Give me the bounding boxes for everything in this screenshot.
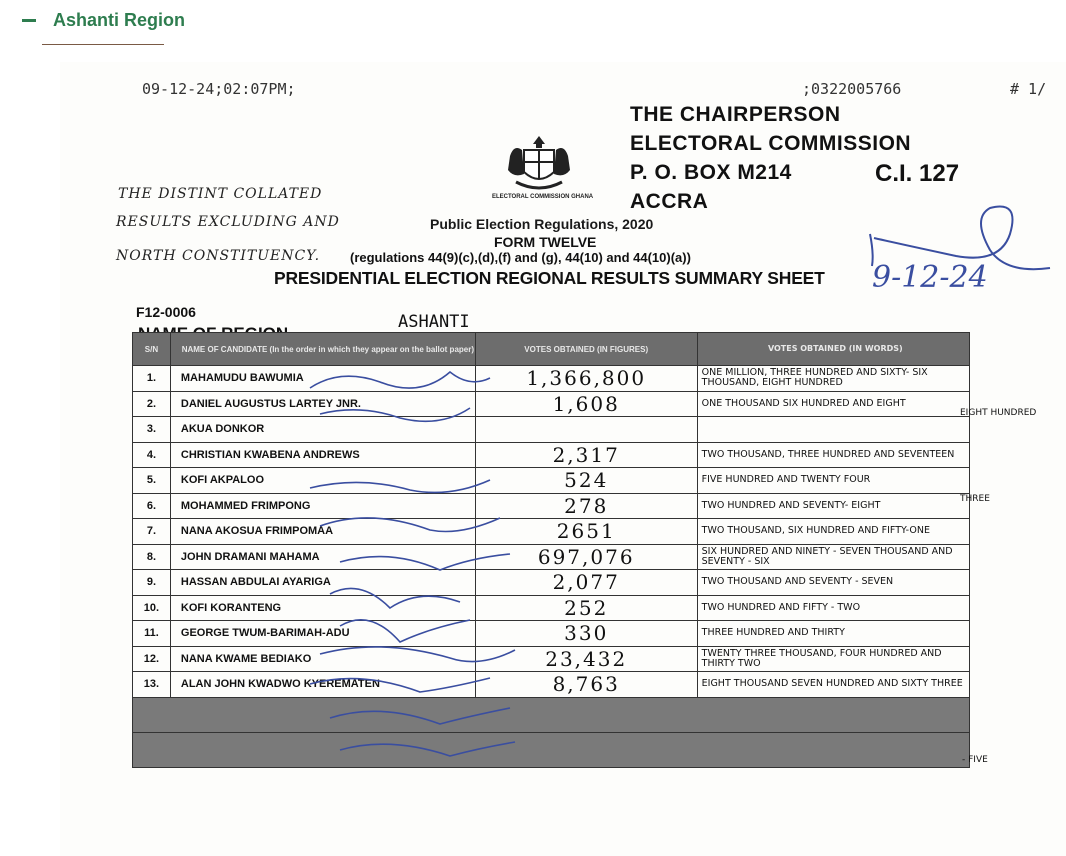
form-name: FORM TWELVE — [494, 234, 597, 250]
votes-words: TWO HUNDRED AND SEVENTY- EIGHT — [697, 493, 969, 519]
table-row — [133, 570, 970, 596]
votes-words: ONE MILLION, THREE HUNDRED AND SIXTY- SIX THOUSAND, EIGHT HUNDRED — [697, 366, 969, 392]
table-footer-row — [133, 697, 970, 732]
votes-words — [697, 417, 969, 443]
fax-page: # 1/ — [1010, 80, 1047, 98]
candidate-name: MOHAMMED FRIMPONG — [170, 493, 475, 519]
candidate-name: KOFI KORANTENG — [170, 595, 475, 621]
table-footer-row — [133, 732, 970, 767]
table-row — [133, 621, 970, 647]
fax-number: ;0322005766 — [802, 80, 902, 98]
handwritten-note-line: NORTH CONSTITUENCY. — [116, 248, 321, 264]
candidate-name: JOHN DRAMANI MAHAMA — [170, 544, 475, 570]
row-number: 6. — [133, 493, 171, 519]
table-row — [133, 442, 970, 468]
footer-shaded-area — [133, 732, 970, 767]
overflow-word: - FIVE — [962, 755, 988, 765]
crest-label: ELECTORAL COMMISSION GHANA — [492, 194, 594, 200]
row-number: 3. — [133, 417, 171, 443]
accordion-underline — [42, 44, 164, 45]
table-row — [133, 468, 970, 494]
ci-number: C.I. 127 — [875, 160, 960, 187]
regulations-subtitle: (regulations 44(9)(c),(d),(f) and (g), 44(10) and 44(10)(a)) — [350, 250, 691, 265]
candidate-name: AKUA DONKOR — [170, 417, 475, 443]
sheet-title: PRESIDENTIAL ELECTION REGIONAL RESULTS SUMMARY SHEET — [274, 268, 825, 288]
candidate-name: NANA AKOSUA FRIMPOMAA — [170, 519, 475, 545]
votes-figures: 2651 — [475, 519, 697, 545]
header-words: VOTES OBTAINED (IN WORDS) — [697, 333, 969, 366]
candidate-name: DANIEL AUGUSTUS LARTEY JNR. — [170, 391, 475, 417]
table-row — [133, 672, 970, 698]
form-code: F12-0006 — [136, 304, 196, 320]
header-figures: VOTES OBTAINED (IN FIGURES) — [475, 333, 697, 366]
signature-date: 9-12-24 — [872, 260, 988, 295]
row-number: 12. — [133, 646, 171, 672]
votes-figures: 697,076 — [475, 544, 697, 570]
overflow-word: EIGHT HUNDRED — [960, 408, 1037, 418]
fax-timestamp: 09-12-24;02:07PM; — [142, 80, 296, 98]
candidate-name: CHRISTIAN KWABENA ANDREWS — [170, 442, 475, 468]
votes-words: FIVE HUNDRED AND TWENTY FOUR — [697, 468, 969, 494]
address-line: P. O. BOX M214 — [630, 161, 792, 184]
table-row — [133, 493, 970, 519]
votes-words: TWO THOUSAND, THREE HUNDRED AND SEVENTEEN — [697, 442, 969, 468]
candidate-name: ALAN JOHN KWADWO KYEREMATEN — [170, 672, 475, 698]
scanned-results-sheet — [60, 62, 1066, 856]
votes-words: TWO HUNDRED AND FIFTY - TWO — [697, 595, 969, 621]
votes-words: SIX HUNDRED AND NINETY - SEVEN THOUSAND AND SEVENTY - SIX — [697, 544, 969, 570]
candidate-name: NANA KWAME BEDIAKO — [170, 646, 475, 672]
votes-figures — [475, 417, 697, 443]
votes-words: TWENTY THREE THOUSAND, FOUR HUNDRED AND THIRTY TWO — [697, 646, 969, 672]
table-header-row — [133, 333, 970, 366]
row-number: 9. — [133, 570, 171, 596]
footer-shaded-area — [133, 697, 970, 732]
candidate-name: KOFI AKPALOO — [170, 468, 475, 494]
table-row — [133, 417, 970, 443]
table-row — [133, 646, 970, 672]
row-number: 1. — [133, 366, 171, 392]
table-row — [133, 544, 970, 570]
votes-words: TWO THOUSAND AND SEVENTY - SEVEN — [697, 570, 969, 596]
table-row — [133, 391, 970, 417]
votes-figures: 252 — [475, 595, 697, 621]
row-number: 10. — [133, 595, 171, 621]
header-sn: S/N — [133, 333, 171, 366]
votes-words: TWO THOUSAND, SIX HUNDRED AND FIFTY-ONE — [697, 519, 969, 545]
collapse-minus-icon[interactable] — [22, 19, 36, 22]
row-number: 13. — [133, 672, 171, 698]
row-number: 2. — [133, 391, 171, 417]
candidate-name: HASSAN ABDULAI AYARIGA — [170, 570, 475, 596]
row-number: 7. — [133, 519, 171, 545]
address-line: ELECTORAL COMMISSION — [630, 132, 912, 155]
results-table — [132, 332, 970, 768]
votes-words: EIGHT THOUSAND SEVEN HUNDRED AND SIXTY THREE — [697, 672, 969, 698]
address-line: ACCRA — [630, 190, 709, 213]
votes-words: THREE HUNDRED AND THIRTY — [697, 621, 969, 647]
region-accordion-header[interactable] — [22, 6, 185, 34]
accordion-title: Ashanti Region — [53, 9, 186, 30]
candidate-name: GEORGE TWUM-BARIMAH-ADU — [170, 621, 475, 647]
votes-figures: 2,317 — [475, 442, 697, 468]
table-row — [133, 595, 970, 621]
overflow-word: THREE — [960, 494, 990, 504]
row-number: 5. — [133, 468, 171, 494]
table-row — [133, 366, 970, 392]
address-line: THE CHAIRPERSON — [630, 103, 841, 126]
row-number: 4. — [133, 442, 171, 468]
votes-figures: 1,608 — [475, 391, 697, 417]
coat-of-arms-icon — [500, 132, 578, 198]
votes-figures: 278 — [475, 493, 697, 519]
region-name-value: ASHANTI — [398, 312, 470, 332]
votes-words: ONE THOUSAND SIX HUNDRED AND EIGHT — [697, 391, 969, 417]
handwritten-note-line: THE DISTINT COLLATED — [118, 186, 323, 202]
votes-figures: 23,432 — [475, 646, 697, 672]
votes-figures: 2,077 — [475, 570, 697, 596]
votes-figures: 524 — [475, 468, 697, 494]
regulations-title: Public Election Regulations, 2020 — [430, 216, 654, 232]
votes-figures: 1,366,800 — [475, 366, 697, 392]
votes-figures: 8,763 — [475, 672, 697, 698]
votes-figures: 330 — [475, 621, 697, 647]
header-candidate: NAME OF CANDIDATE (In the order in which they appear on the ballot paper) — [170, 333, 475, 366]
handwritten-note-line: RESULTS EXCLUDING AND — [116, 214, 340, 230]
candidate-name: MAHAMUDU BAWUMIA — [170, 366, 475, 392]
row-number: 11. — [133, 621, 171, 647]
table-row — [133, 519, 970, 545]
row-number: 8. — [133, 544, 171, 570]
